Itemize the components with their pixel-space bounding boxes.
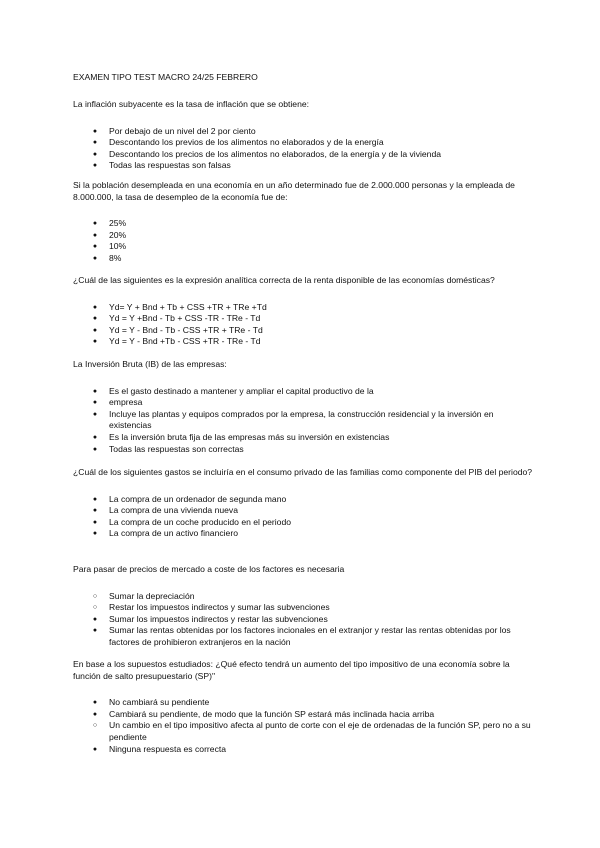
option-item [73, 720, 533, 743]
option-text: Sumar los impuestos indirectos y restar las subvenciones [109, 613, 328, 624]
bullet-icon: ○ [92, 592, 98, 600]
options-list [73, 302, 533, 348]
option-item [73, 591, 533, 603]
bullet-icon: ● [92, 303, 98, 311]
option-text: La compra de un activo financiero [109, 528, 238, 539]
bullet-icon: ● [92, 387, 98, 395]
option-text: 20% [109, 229, 127, 240]
bullet-icon: ● [92, 399, 98, 407]
bullet-icon: ● [92, 338, 98, 346]
option-text: Sumar las rentas obtenidas por los factores incionales en el extranjor y restar las rentas obtenidas por los factores de prohibieron extranjeros en la nación [109, 625, 511, 647]
bullet-icon: ● [92, 507, 98, 515]
bullet-icon: ● [92, 518, 98, 526]
option-item [73, 709, 533, 721]
option-text: Cambiará su pendiente, de modo que la función SP estará más inclinada hacia arriba [109, 708, 435, 719]
options-list [73, 218, 533, 264]
option-item [73, 137, 533, 149]
option-text: Ninguna respuesta es correcta [109, 743, 227, 754]
question-text: ¿Cuál de los siguientes gastos se incluiría en el consumo privado de las familias como componente del PIB del periodo? [73, 467, 533, 477]
option-item [73, 302, 533, 314]
option-text: No cambiará su pendiente [109, 697, 210, 708]
options-list [73, 591, 533, 649]
option-text: Incluye las plantas y equipos comprados por la empresa, la construcción residencial y la inversión en existencias [109, 408, 494, 431]
option-text: Un cambio en el tipo impositivo afecta al punto de corte con el eje de ordenadas de la función SP, pero no a su pendiente [109, 720, 531, 742]
option-text: empresa [109, 397, 143, 408]
bullet-icon: ● [92, 243, 98, 251]
option-text: Sumar la depreciación [109, 590, 195, 601]
option-item [73, 336, 533, 348]
option-text: Yd = Y - Bnd - Tb - CSS +TR + TRe - Td [109, 324, 263, 335]
option-text: Todas las respuestas son falsas [109, 160, 231, 171]
option-item [73, 744, 533, 756]
options-list [73, 126, 533, 172]
bullet-icon: ● [92, 745, 98, 753]
bullet-icon: ● [92, 139, 98, 147]
option-text: Por debajo de un nivel del 2 por ciento [109, 125, 256, 136]
question-block [73, 99, 533, 172]
bullet-icon: ● [92, 627, 98, 635]
option-text: Restar los impuestos indirectos y sumar las subvenciones [109, 602, 330, 613]
question-text: La inflación subyacente es la tasa de inflación que se obtiene: [73, 99, 310, 109]
option-item [73, 149, 533, 161]
option-text: La compra de un ordenador de segunda mano [109, 493, 287, 504]
bullet-icon: ● [92, 254, 98, 262]
options-list [73, 386, 533, 456]
option-item [73, 126, 533, 138]
option-item [73, 517, 533, 529]
option-text: La compra de una vivienda nueva [109, 505, 238, 516]
bullet-icon: ● [92, 433, 98, 441]
question-text: Si la población desempleada en una economía en un año determinado fue de 2.000.000 personas y la empleada de 8.000.000, la tasa de desempleo de la economía fue de: [73, 180, 515, 202]
bullet-icon: ○ [92, 722, 98, 730]
bullet-icon: ● [92, 710, 98, 718]
option-item [73, 230, 533, 242]
option-text: 8% [109, 252, 122, 263]
exam-title: EXAMEN TIPO TEST MACRO 24/25 FEBRERO [73, 72, 258, 82]
options-list [73, 697, 533, 755]
bullet-icon: ● [92, 495, 98, 503]
question-block [73, 467, 533, 540]
question-text: Para pasar de precios de mercado a coste de los factores es necesaria [73, 564, 345, 574]
question-text: La Inversión Bruta (IB) de las empresas: [73, 359, 227, 369]
option-text: Descontando los precios de los alimentos no elaborados, de la energía y de la vivienda [109, 148, 442, 159]
bullet-icon: ● [92, 162, 98, 170]
question-text: ¿Cuál de las siguientes es la expresión analítica correcta de la renta disponible de las economías domésticas? [73, 275, 495, 285]
option-item [73, 160, 533, 172]
option-item [73, 494, 533, 506]
option-item [73, 625, 533, 648]
option-item [73, 241, 533, 253]
question-block [73, 180, 533, 265]
option-item [73, 397, 533, 409]
option-text: Descontando los previos de los alimentos no elaborados y de la energía [109, 137, 384, 148]
question-block [73, 359, 533, 455]
option-text: Todas las respuestas son correctas [109, 443, 244, 454]
option-text: La compra de un coche producido en el periodo [109, 516, 292, 527]
option-item [73, 386, 533, 398]
bullet-icon: ● [92, 127, 98, 135]
option-item [73, 505, 533, 517]
option-item [73, 409, 533, 432]
option-text: Yd = Y - Bnd +Tb - CSS +TR - TRe - Td [109, 336, 261, 347]
bullet-icon: ● [92, 231, 98, 239]
option-text: Es la inversión bruta fija de las empresas más su inversión en existencias [109, 431, 390, 442]
option-text: 10% [109, 241, 127, 252]
bullet-icon: ○ [92, 604, 98, 612]
option-item [73, 444, 533, 456]
option-item [73, 325, 533, 337]
bullet-icon: ● [92, 445, 98, 453]
option-text: Yd= Y + Bnd + Tb + CSS +TR + TRe +Td [109, 301, 267, 312]
bullet-icon: ● [92, 315, 98, 323]
question-block [73, 564, 533, 649]
option-item [73, 218, 533, 230]
question-block [73, 659, 533, 755]
option-text: 25% [109, 218, 127, 229]
bullet-icon: ● [92, 326, 98, 334]
bullet-icon: ● [92, 220, 98, 228]
bullet-icon: ● [92, 699, 98, 707]
option-item [73, 253, 533, 265]
bullet-icon: ● [92, 530, 98, 538]
bullet-icon: ● [92, 410, 98, 418]
question-block [73, 275, 533, 348]
option-item [73, 313, 533, 325]
option-item [73, 528, 533, 540]
bullet-icon: ● [92, 150, 98, 158]
option-item [73, 614, 533, 626]
question-text: En base a los supuestos estudiados: ¿Qué efecto tendrá un aumento del tipo impositivo de una economía sobre la función de salto presupuestario (SP)" [73, 659, 510, 681]
option-item [73, 602, 533, 614]
option-item [73, 697, 533, 709]
option-item [73, 432, 533, 444]
options-list [73, 494, 533, 540]
bullet-icon: ● [92, 615, 98, 623]
option-text: Es el gasto destinado a mantener y ampliar el capital productivo de la [109, 385, 374, 396]
option-text: Yd = Y +Bnd - Tb + CSS -TR - TRe - Td [109, 313, 261, 324]
